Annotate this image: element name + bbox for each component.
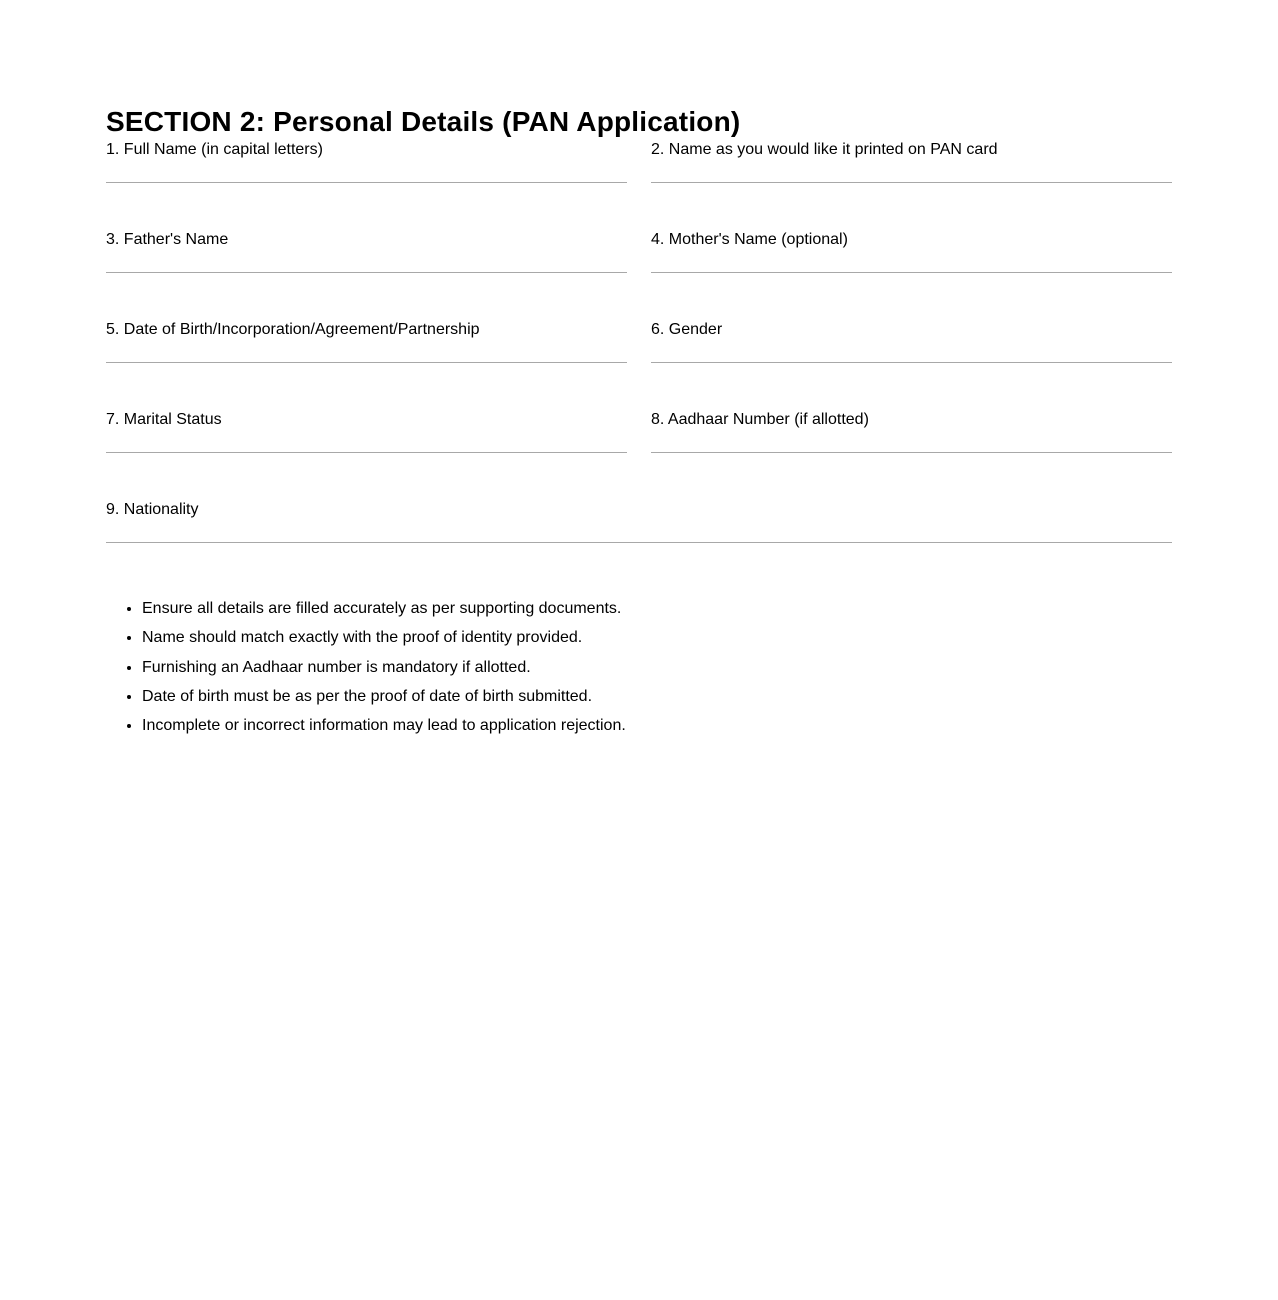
pan-card-name-field: [651, 141, 1172, 231]
gender-input[interactable]: [651, 341, 1172, 362]
full-name-underline: [106, 182, 627, 183]
aadhaar-number-underline: [651, 452, 1172, 453]
nationality-field: [106, 501, 1172, 591]
section-title: SECTION 2: Personal Details (PAN Application): [106, 106, 741, 137]
marital-status-input[interactable]: [106, 431, 627, 452]
fathers-name-underline: [106, 272, 627, 273]
pan-card-name-label: 2. Name as you would like it printed on PAN card: [651, 141, 998, 158]
fathers-name-input[interactable]: [106, 251, 627, 272]
gender-label: 6. Gender: [651, 321, 723, 338]
nationality-underline: [106, 542, 1172, 543]
gender-underline: [651, 362, 1172, 363]
personal-details-fields: [106, 141, 1172, 591]
full-name-input[interactable]: [106, 161, 627, 182]
date-of-birth-input[interactable]: [106, 341, 627, 362]
date-of-birth-label: 5. Date of Birth/Incorporation/Agreement/Partnership: [106, 321, 480, 338]
marital-status-label: 7. Marital Status: [106, 411, 222, 428]
gender-field: [651, 321, 1172, 411]
full-name-field: [106, 141, 627, 231]
marital-status-underline: [106, 452, 627, 453]
date-of-birth-field: [106, 321, 627, 411]
mothers-name-label: 4. Mother's Name (optional): [651, 231, 848, 248]
list-item: • Name should match exactly with the proof of identity provided.: [142, 629, 1172, 647]
mothers-name-field: [651, 231, 1172, 321]
list-item: • Ensure all details are filled accurately as per supporting documents.: [142, 600, 1172, 618]
aadhaar-number-field: [651, 411, 1172, 501]
fathers-name-label: 3. Father's Name: [106, 231, 229, 248]
pan-card-name-input[interactable]: [651, 161, 1172, 182]
marital-status-field: [106, 411, 627, 501]
aadhaar-number-label: 8. Aadhaar Number (if allotted): [651, 411, 869, 428]
list-item: • Furnishing an Aadhaar number is mandatory if allotted.: [142, 659, 1172, 677]
list-item: • Incomplete or incorrect information may lead to application rejection.: [142, 717, 1172, 735]
list-item: • Date of birth must be as per the proof of date of birth submitted.: [142, 688, 1172, 706]
mothers-name-underline: [651, 272, 1172, 273]
aadhaar-number-input[interactable]: [651, 431, 1172, 452]
nationality-input[interactable]: [106, 521, 1172, 542]
nationality-label: 9. Nationality: [106, 501, 199, 518]
instructions-list: [106, 600, 1172, 735]
date-of-birth-underline: [106, 362, 627, 363]
pan-card-name-underline: [651, 182, 1172, 183]
fathers-name-field: [106, 231, 627, 321]
mothers-name-input[interactable]: [651, 251, 1172, 272]
full-name-label: 1. Full Name (in capital letters): [106, 141, 323, 158]
